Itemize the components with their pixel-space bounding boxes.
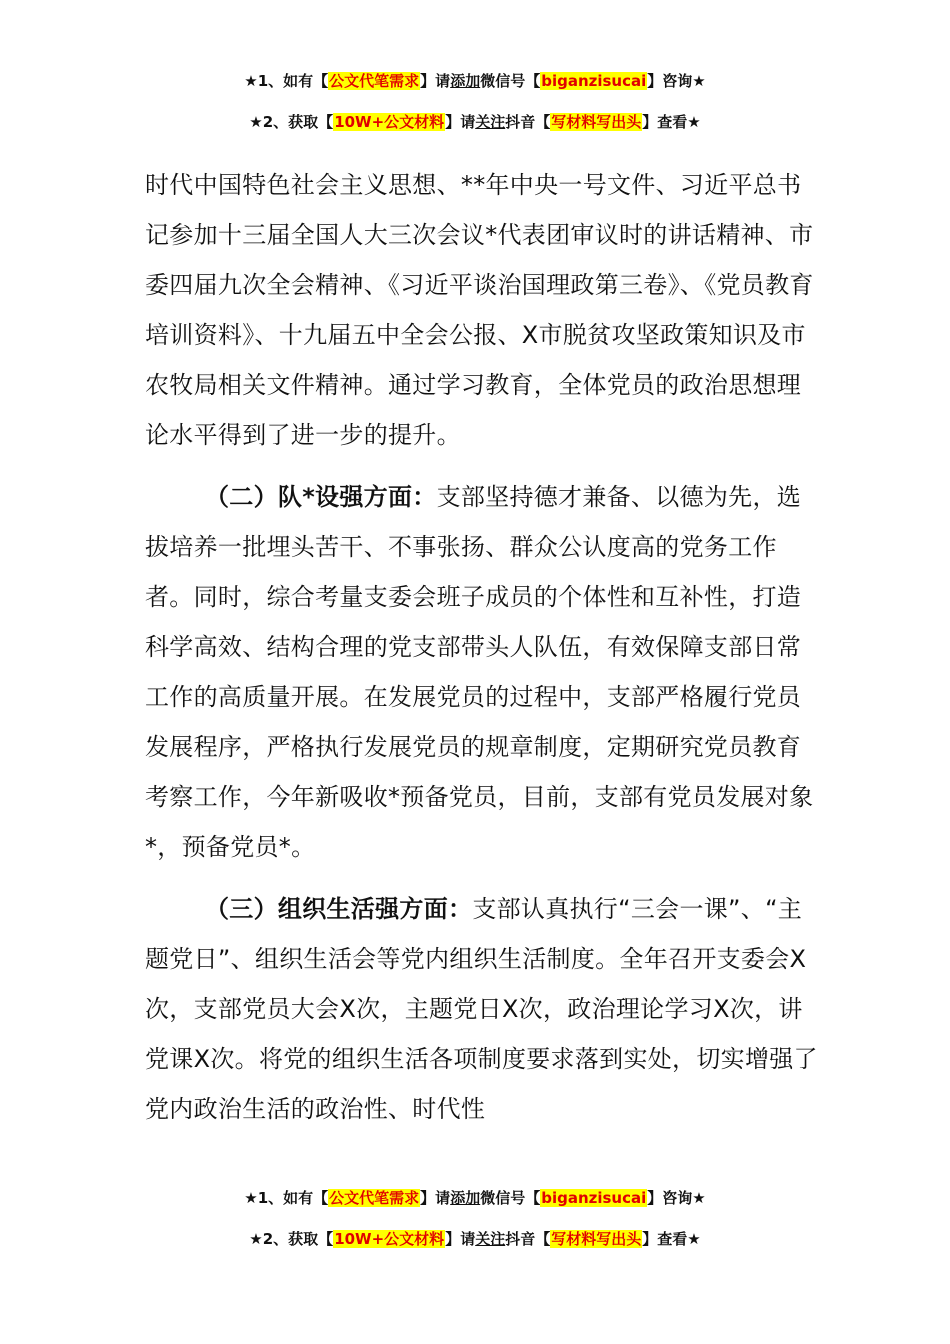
header-banner-line-1: ★1、如有【公文代笔需求】请添加微信号【biganzisucai】咨询★ xyxy=(244,72,706,90)
paragraph-study: 时代中国特色社会主义思想、**年中央一号文件、习近平总书记参加十三届全国人大三次会议*代表团审议时的讲话精神、市委四届九次全会精神、《习近平谈治国理政第三卷》、《党员教育培训资料》、十九届五中全会公报、X市脱贫攻坚政策知识及市农牧局相关文件精神。通过学习教育，全体党员的政治思想理论水平得到了进一步的提升。 xyxy=(145,171,814,449)
paragraph-organizational-life: （三）组织生活强方面：支部认真执行“三会一课”、“主题党日”、组织生活会等党内组织生活制度。全年召开支委会X次，支部党员大会X次，主题党日X次，政治理论学习X次，讲党课X次。将党的组织生活各项制度要求落到实处，切实增强了党内政治生活的政治性、时代性 xyxy=(145,895,818,1123)
section-heading-2: （二）队*设强方面： xyxy=(205,483,437,511)
footer-banner-line-1: ★1、如有【公文代笔需求】请添加微信号【biganzisucai】咨询★ xyxy=(244,1189,706,1207)
footer-banner-line-2: ★2、获取【10W+公文材料】请关注抖音【写材料写出头】查看★ xyxy=(249,1230,701,1248)
highlight-douyin: 写材料写出头 xyxy=(551,113,642,131)
header-banner-line-2: ★2、获取【10W+公文材料】请关注抖音【写材料写出头】查看★ xyxy=(249,113,701,131)
highlight-service: 公文代笔需求 xyxy=(329,72,420,90)
document-body xyxy=(145,160,825,1134)
highlight-wechat-id: biganzisucai xyxy=(541,72,647,90)
paragraph-team-building: （二）队*设强方面：支部坚持德才兼备、以德为先，选拔培养一批埋头苦干、不事张扬、群众公认度高的党务工作者。同时，综合考量支委会班子成员的个体性和互补性，打造科学高效、结构合理的党支部带头人队伍，有效保障支部日常工作的高质量开展。在发展党员的过程中，支部严格履行党员发展程序，严格执行发展党员的规章制度，定期研究党员教育考察工作，今年新吸收*预备党员，目前，支部有党员发展对象*，预备党员*。 xyxy=(145,483,814,861)
highlight-materials: 10W+公文材料 xyxy=(334,113,445,131)
section-heading-3: （三）组织生活强方面： xyxy=(205,895,473,923)
